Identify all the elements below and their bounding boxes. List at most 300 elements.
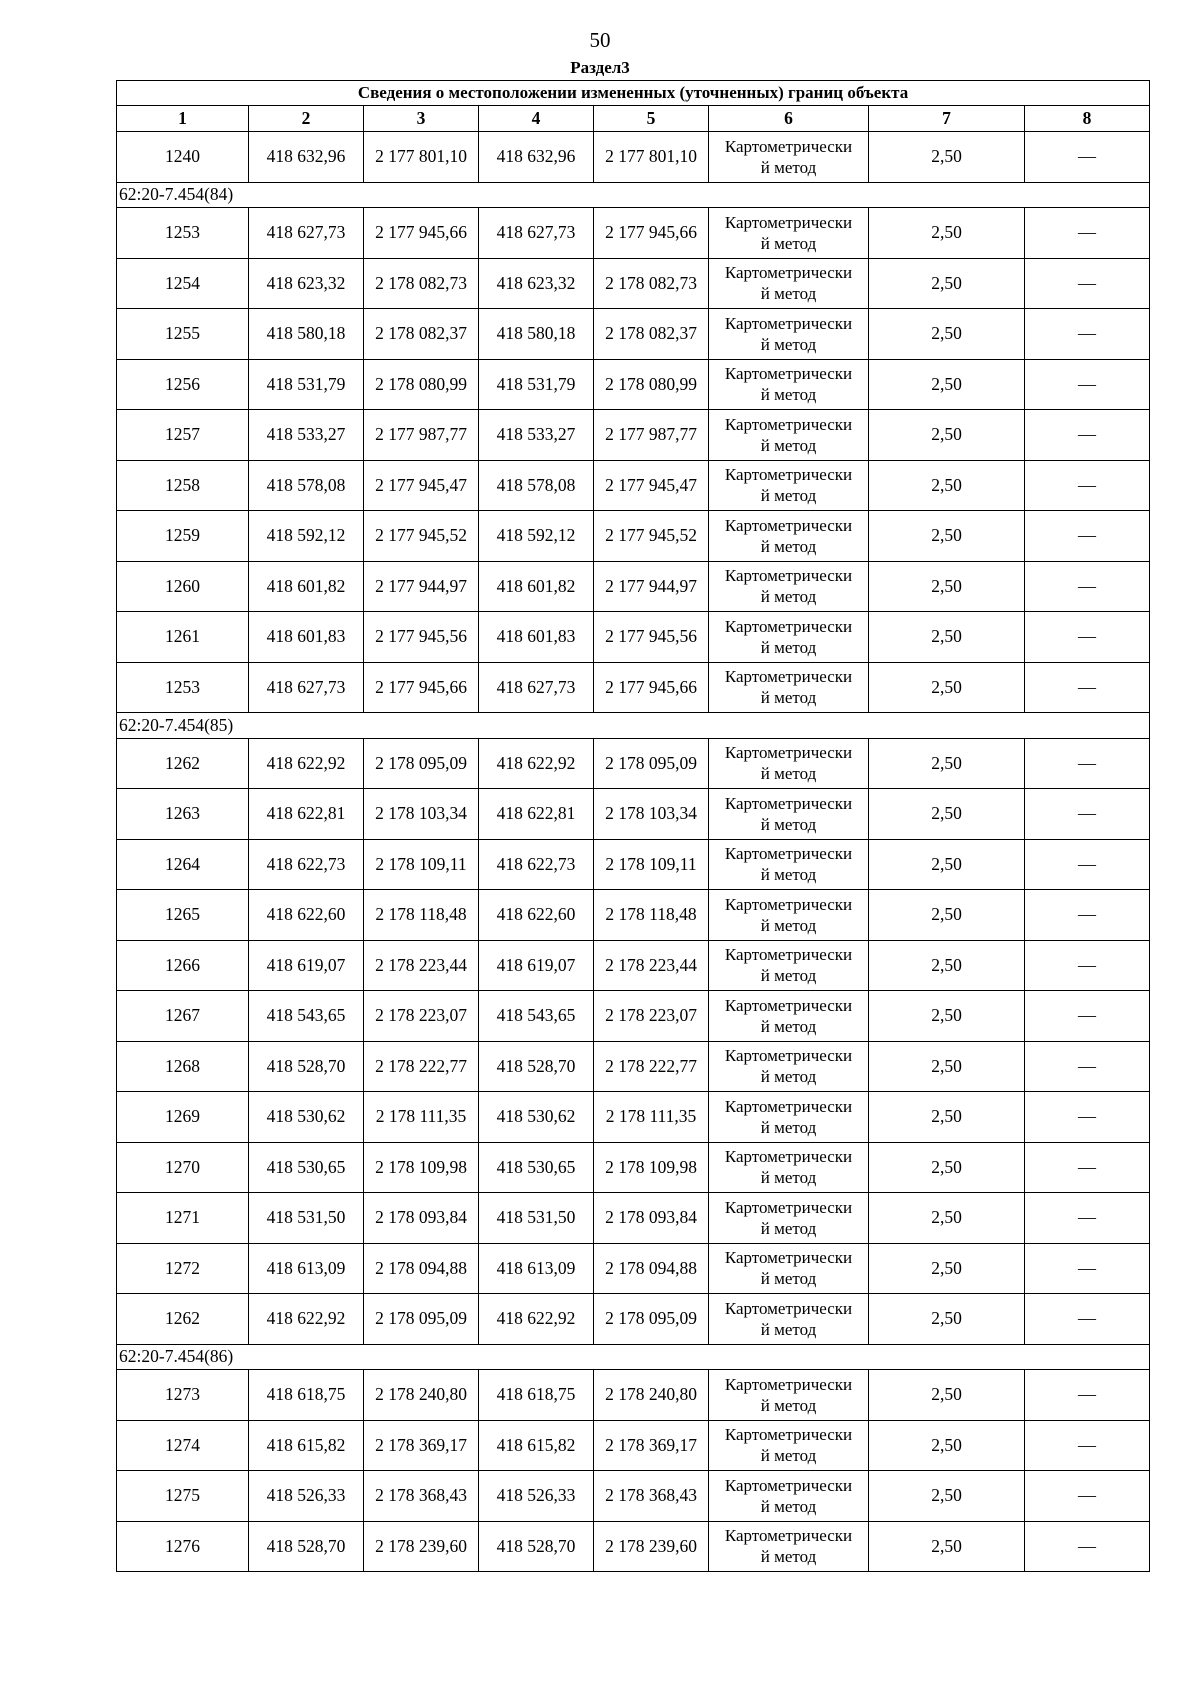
x-coord-cell: 418 543,65 [479, 991, 594, 1042]
y-coord-cell: 2 178 111,35 [364, 1092, 479, 1143]
method-cell [709, 132, 869, 183]
method-cell [709, 991, 869, 1042]
x-coord-cell: 418 601,82 [249, 561, 364, 612]
y-coord-cell: 2 178 368,43 [364, 1471, 479, 1522]
x-coord-cell: 418 528,70 [479, 1041, 594, 1092]
method-text-line: й метод [760, 688, 817, 708]
table-row [117, 132, 1150, 183]
description-cell: — [1025, 258, 1150, 309]
method-cell [709, 561, 869, 612]
description-cell: — [1025, 991, 1150, 1042]
method-text-line: й метод [760, 1319, 817, 1339]
table-title-row [117, 81, 1150, 106]
x-coord-cell: 418 528,70 [479, 1521, 594, 1572]
description-cell: — [1025, 359, 1150, 410]
table-row [117, 839, 1150, 890]
column-header: 2 [249, 106, 364, 132]
column-header: 6 [709, 106, 869, 132]
y-coord-cell: 2 177 945,66 [594, 208, 709, 259]
description-cell: — [1025, 460, 1150, 511]
y-coord-cell: 2 177 945,52 [364, 511, 479, 562]
accuracy-cell: 2,50 [869, 410, 1025, 461]
accuracy-cell: 2,50 [869, 940, 1025, 991]
point-number-cell: 1269 [117, 1092, 249, 1143]
y-coord-cell: 2 178 095,09 [364, 1294, 479, 1345]
x-coord-cell: 418 533,27 [249, 410, 364, 461]
parcel-group-row [117, 182, 1150, 208]
x-coord-cell: 418 623,32 [479, 258, 594, 309]
y-coord-cell: 2 178 240,80 [364, 1370, 479, 1421]
x-coord-cell: 418 619,07 [479, 940, 594, 991]
method-text-line: Картометрически [724, 313, 853, 333]
y-coord-cell: 2 178 239,60 [594, 1521, 709, 1572]
x-coord-cell: 418 622,81 [249, 789, 364, 840]
x-coord-cell: 418 578,08 [249, 460, 364, 511]
accuracy-cell: 2,50 [869, 1142, 1025, 1193]
y-coord-cell: 2 178 082,37 [364, 309, 479, 360]
x-coord-cell: 418 530,65 [249, 1142, 364, 1193]
method-text-line: й метод [760, 1218, 817, 1238]
point-number-cell: 1254 [117, 258, 249, 309]
x-coord-cell: 418 533,27 [479, 410, 594, 461]
method-text-line: й метод [760, 157, 817, 177]
method-text-line: Картометрически [724, 465, 853, 485]
table-row [117, 1193, 1150, 1244]
table-row [117, 1521, 1150, 1572]
y-coord-cell: 2 178 369,17 [594, 1420, 709, 1471]
y-coord-cell: 2 178 239,60 [364, 1521, 479, 1572]
method-text-line: й метод [760, 284, 817, 304]
method-cell [709, 1193, 869, 1244]
y-coord-cell: 2 178 094,88 [364, 1243, 479, 1294]
x-coord-cell: 418 623,32 [249, 258, 364, 309]
y-coord-cell: 2 178 103,34 [364, 789, 479, 840]
method-text-line: Картометрически [724, 566, 853, 586]
accuracy-cell: 2,50 [869, 1471, 1025, 1522]
column-header: 5 [594, 106, 709, 132]
method-text-line: й метод [760, 966, 817, 986]
method-text-line: й метод [760, 1168, 817, 1188]
method-cell [709, 1243, 869, 1294]
method-cell [709, 839, 869, 890]
method-text-line: й метод [760, 814, 817, 834]
accuracy-cell: 2,50 [869, 1521, 1025, 1572]
y-coord-cell: 2 177 944,97 [594, 561, 709, 612]
method-text-line: Картометрически [724, 1374, 853, 1394]
method-text-line: й метод [760, 1117, 817, 1137]
table-row [117, 1471, 1150, 1522]
accuracy-cell: 2,50 [869, 1370, 1025, 1421]
method-cell [709, 662, 869, 713]
y-coord-cell: 2 177 945,52 [594, 511, 709, 562]
point-number-cell: 1276 [117, 1521, 249, 1572]
point-number-cell: 1272 [117, 1243, 249, 1294]
description-cell: — [1025, 132, 1150, 183]
x-coord-cell: 418 618,75 [249, 1370, 364, 1421]
method-cell [709, 890, 869, 941]
table-row [117, 890, 1150, 941]
method-cell [709, 1041, 869, 1092]
method-text-line: Картометрически [724, 945, 853, 965]
y-coord-cell: 2 178 080,99 [364, 359, 479, 410]
point-number-cell: 1273 [117, 1370, 249, 1421]
point-number-cell: 1256 [117, 359, 249, 410]
table-row [117, 1420, 1150, 1471]
y-coord-cell: 2 178 093,84 [364, 1193, 479, 1244]
method-text-line: Картометрически [724, 515, 853, 535]
method-text-line: й метод [760, 1067, 817, 1087]
x-coord-cell: 418 619,07 [249, 940, 364, 991]
description-cell: — [1025, 1471, 1150, 1522]
description-cell: — [1025, 738, 1150, 789]
method-cell [709, 1420, 869, 1471]
column-header: 8 [1025, 106, 1150, 132]
method-cell [709, 258, 869, 309]
x-coord-cell: 418 627,73 [249, 208, 364, 259]
table-row [117, 612, 1150, 663]
x-coord-cell: 418 622,92 [249, 738, 364, 789]
accuracy-cell: 2,50 [869, 839, 1025, 890]
method-cell [709, 1092, 869, 1143]
y-coord-cell: 2 178 109,98 [594, 1142, 709, 1193]
x-coord-cell: 418 622,92 [479, 738, 594, 789]
x-coord-cell: 418 618,75 [479, 1370, 594, 1421]
y-coord-cell: 2 178 082,73 [594, 258, 709, 309]
y-coord-cell: 2 177 944,97 [364, 561, 479, 612]
y-coord-cell: 2 177 945,47 [594, 460, 709, 511]
accuracy-cell: 2,50 [869, 132, 1025, 183]
y-coord-cell: 2 178 222,77 [364, 1041, 479, 1092]
x-coord-cell: 418 528,70 [249, 1041, 364, 1092]
accuracy-cell: 2,50 [869, 511, 1025, 562]
description-cell: — [1025, 1521, 1150, 1572]
method-cell [709, 940, 869, 991]
method-cell [709, 1370, 869, 1421]
description-cell: — [1025, 1041, 1150, 1092]
description-cell: — [1025, 789, 1150, 840]
x-coord-cell: 418 592,12 [249, 511, 364, 562]
parcel-group-row [117, 1344, 1150, 1370]
method-text-line: й метод [760, 1269, 817, 1289]
x-coord-cell: 418 622,92 [479, 1294, 594, 1345]
x-coord-cell: 418 615,82 [479, 1420, 594, 1471]
description-cell: — [1025, 839, 1150, 890]
method-cell [709, 738, 869, 789]
table-title: Сведения о местоположении измененных (уточненных) границ объекта [117, 81, 1150, 106]
point-number-cell: 1266 [117, 940, 249, 991]
x-coord-cell: 418 627,73 [249, 662, 364, 713]
description-cell: — [1025, 940, 1150, 991]
accuracy-cell: 2,50 [869, 1420, 1025, 1471]
accuracy-cell: 2,50 [869, 738, 1025, 789]
x-coord-cell: 418 531,79 [479, 359, 594, 410]
accuracy-cell: 2,50 [869, 662, 1025, 713]
column-header: 3 [364, 106, 479, 132]
table-row [117, 1243, 1150, 1294]
table-row [117, 662, 1150, 713]
point-number-cell: 1260 [117, 561, 249, 612]
method-cell [709, 1142, 869, 1193]
description-cell: — [1025, 1420, 1150, 1471]
section-title: Раздел3 [570, 58, 630, 77]
y-coord-cell: 2 178 240,80 [594, 1370, 709, 1421]
y-coord-cell: 2 178 109,98 [364, 1142, 479, 1193]
method-text-line: й метод [760, 334, 817, 354]
method-text-line: й метод [760, 915, 817, 935]
method-text-line: й метод [760, 435, 817, 455]
y-coord-cell: 2 178 080,99 [594, 359, 709, 410]
method-cell [709, 460, 869, 511]
method-cell [709, 511, 869, 562]
x-coord-cell: 418 528,70 [249, 1521, 364, 1572]
x-coord-cell: 418 627,73 [479, 208, 594, 259]
method-text-line: й метод [760, 1016, 817, 1036]
y-coord-cell: 2 178 369,17 [364, 1420, 479, 1471]
table-row [117, 359, 1150, 410]
description-cell: — [1025, 1193, 1150, 1244]
accuracy-cell: 2,50 [869, 258, 1025, 309]
x-coord-cell: 418 601,82 [479, 561, 594, 612]
accuracy-cell: 2,50 [869, 460, 1025, 511]
x-coord-cell: 418 530,62 [249, 1092, 364, 1143]
method-text-line: й метод [760, 1547, 817, 1567]
accuracy-cell: 2,50 [869, 1193, 1025, 1244]
method-cell [709, 789, 869, 840]
x-coord-cell: 418 531,79 [249, 359, 364, 410]
point-number-cell: 1259 [117, 511, 249, 562]
y-coord-cell: 2 178 095,09 [594, 1294, 709, 1345]
x-coord-cell: 418 526,33 [249, 1471, 364, 1522]
point-number-cell: 1253 [117, 662, 249, 713]
method-cell [709, 309, 869, 360]
point-number-cell: 1257 [117, 410, 249, 461]
description-cell: — [1025, 1142, 1150, 1193]
method-text-line: Картометрически [724, 212, 853, 232]
description-cell: — [1025, 208, 1150, 259]
y-coord-cell: 2 178 368,43 [594, 1471, 709, 1522]
x-coord-cell: 418 613,09 [479, 1243, 594, 1294]
method-text-line: Картометрически [724, 894, 853, 914]
point-number-cell: 1264 [117, 839, 249, 890]
y-coord-cell: 2 177 945,56 [594, 612, 709, 663]
column-header: 7 [869, 106, 1025, 132]
method-text-line: Картометрически [724, 995, 853, 1015]
table-row [117, 561, 1150, 612]
method-text-line: й метод [760, 385, 817, 405]
method-text-line: Картометрически [724, 667, 853, 687]
y-coord-cell: 2 177 945,47 [364, 460, 479, 511]
y-coord-cell: 2 178 118,48 [594, 890, 709, 941]
table-row [117, 460, 1150, 511]
method-text-line: Картометрически [724, 1475, 853, 1495]
x-coord-cell: 418 601,83 [249, 612, 364, 663]
description-cell: — [1025, 309, 1150, 360]
y-coord-cell: 2 178 223,07 [364, 991, 479, 1042]
x-coord-cell: 418 622,92 [249, 1294, 364, 1345]
y-coord-cell: 2 177 945,66 [364, 208, 479, 259]
y-coord-cell: 2 178 223,44 [594, 940, 709, 991]
method-text-line: Картометрически [724, 616, 853, 636]
accuracy-cell: 2,50 [869, 1092, 1025, 1143]
parcel-group-label: 62:20-7.454(84) [117, 182, 1150, 208]
table-row [117, 991, 1150, 1042]
parcel-group-row [117, 713, 1150, 739]
method-text-line: Картометрически [724, 1147, 853, 1167]
x-coord-cell: 418 632,96 [479, 132, 594, 183]
method-text-line: й метод [760, 637, 817, 657]
point-number-cell: 1258 [117, 460, 249, 511]
y-coord-cell: 2 177 945,66 [364, 662, 479, 713]
boundary-coordinates-table [116, 80, 1150, 1572]
description-cell: — [1025, 410, 1150, 461]
method-text-line: Картометрически [724, 1096, 853, 1116]
method-text-line: Картометрически [724, 844, 853, 864]
point-number-cell: 1265 [117, 890, 249, 941]
y-coord-cell: 2 178 111,35 [594, 1092, 709, 1143]
accuracy-cell: 2,50 [869, 612, 1025, 663]
method-cell [709, 410, 869, 461]
y-coord-cell: 2 178 082,37 [594, 309, 709, 360]
method-text-line: й метод [760, 1446, 817, 1466]
table-row [117, 309, 1150, 360]
table-row [117, 511, 1150, 562]
accuracy-cell: 2,50 [869, 1243, 1025, 1294]
description-cell: — [1025, 1294, 1150, 1345]
y-coord-cell: 2 178 095,09 [364, 738, 479, 789]
point-number-cell: 1268 [117, 1041, 249, 1092]
point-number-cell: 1267 [117, 991, 249, 1042]
x-coord-cell: 418 622,73 [249, 839, 364, 890]
table-row [117, 738, 1150, 789]
x-coord-cell: 418 530,62 [479, 1092, 594, 1143]
description-cell: — [1025, 1092, 1150, 1143]
point-number-cell: 1255 [117, 309, 249, 360]
method-text-line: Картометрически [724, 793, 853, 813]
x-coord-cell: 418 578,08 [479, 460, 594, 511]
method-cell [709, 208, 869, 259]
point-number-cell: 1262 [117, 1294, 249, 1345]
y-coord-cell: 2 177 987,77 [594, 410, 709, 461]
accuracy-cell: 2,50 [869, 359, 1025, 410]
method-text-line: Картометрически [724, 364, 853, 384]
parcel-group-label: 62:20-7.454(85) [117, 713, 1150, 739]
description-cell: — [1025, 662, 1150, 713]
accuracy-cell: 2,50 [869, 561, 1025, 612]
point-number-cell: 1240 [117, 132, 249, 183]
y-coord-cell: 2 178 118,48 [364, 890, 479, 941]
description-cell: — [1025, 1243, 1150, 1294]
method-cell [709, 359, 869, 410]
y-coord-cell: 2 178 095,09 [594, 738, 709, 789]
description-cell: — [1025, 1370, 1150, 1421]
method-cell [709, 1471, 869, 1522]
method-text-line: Картометрически [724, 136, 853, 156]
column-header: 4 [479, 106, 594, 132]
method-text-line: й метод [760, 486, 817, 506]
x-coord-cell: 418 627,73 [479, 662, 594, 713]
x-coord-cell: 418 622,60 [479, 890, 594, 941]
method-text-line: Картометрически [724, 1425, 853, 1445]
table-row [117, 208, 1150, 259]
y-coord-cell: 2 177 987,77 [364, 410, 479, 461]
accuracy-cell: 2,50 [869, 1041, 1025, 1092]
method-text-line: Картометрически [724, 414, 853, 434]
point-number-cell: 1261 [117, 612, 249, 663]
method-text-line: Картометрически [724, 263, 853, 283]
description-cell: — [1025, 890, 1150, 941]
table-row [117, 410, 1150, 461]
x-coord-cell: 418 580,18 [249, 309, 364, 360]
accuracy-cell: 2,50 [869, 208, 1025, 259]
method-text-line: Картометрически [724, 1248, 853, 1268]
x-coord-cell: 418 530,65 [479, 1142, 594, 1193]
y-coord-cell: 2 177 801,10 [594, 132, 709, 183]
method-text-line: й метод [760, 865, 817, 885]
accuracy-cell: 2,50 [869, 1294, 1025, 1345]
y-coord-cell: 2 178 103,34 [594, 789, 709, 840]
point-number-cell: 1253 [117, 208, 249, 259]
table-row [117, 1041, 1150, 1092]
method-cell [709, 1294, 869, 1345]
method-text-line: Картометрически [724, 1526, 853, 1546]
point-number-cell: 1262 [117, 738, 249, 789]
accuracy-cell: 2,50 [869, 309, 1025, 360]
table-row [117, 1092, 1150, 1143]
y-coord-cell: 2 178 223,07 [594, 991, 709, 1042]
method-text-line: й метод [760, 536, 817, 556]
y-coord-cell: 2 178 093,84 [594, 1193, 709, 1244]
method-text-line: Картометрически [724, 1298, 853, 1318]
x-coord-cell: 418 580,18 [479, 309, 594, 360]
y-coord-cell: 2 177 945,56 [364, 612, 479, 663]
point-number-cell: 1271 [117, 1193, 249, 1244]
x-coord-cell: 418 526,33 [479, 1471, 594, 1522]
column-header: 1 [117, 106, 249, 132]
accuracy-cell: 2,50 [869, 991, 1025, 1042]
method-text-line: Картометрически [724, 1197, 853, 1217]
y-coord-cell: 2 178 222,77 [594, 1041, 709, 1092]
x-coord-cell: 418 622,81 [479, 789, 594, 840]
table-header-row [117, 106, 1150, 132]
y-coord-cell: 2 178 109,11 [594, 839, 709, 890]
table-row [117, 789, 1150, 840]
accuracy-cell: 2,50 [869, 890, 1025, 941]
y-coord-cell: 2 177 945,66 [594, 662, 709, 713]
table-row [117, 1294, 1150, 1345]
page-number: 50 [589, 28, 611, 52]
x-coord-cell: 418 622,73 [479, 839, 594, 890]
x-coord-cell: 418 592,12 [479, 511, 594, 562]
description-cell: — [1025, 511, 1150, 562]
y-coord-cell: 2 177 801,10 [364, 132, 479, 183]
x-coord-cell: 418 615,82 [249, 1420, 364, 1471]
point-number-cell: 1274 [117, 1420, 249, 1471]
x-coord-cell: 418 601,83 [479, 612, 594, 663]
y-coord-cell: 2 178 223,44 [364, 940, 479, 991]
method-text-line: й метод [760, 233, 817, 253]
y-coord-cell: 2 178 082,73 [364, 258, 479, 309]
method-text-line: Картометрически [724, 743, 853, 763]
method-text-line: Картометрически [724, 1046, 853, 1066]
point-number-cell: 1275 [117, 1471, 249, 1522]
x-coord-cell: 418 613,09 [249, 1243, 364, 1294]
x-coord-cell: 418 531,50 [479, 1193, 594, 1244]
accuracy-cell: 2,50 [869, 789, 1025, 840]
x-coord-cell: 418 543,65 [249, 991, 364, 1042]
description-cell: — [1025, 612, 1150, 663]
y-coord-cell: 2 178 094,88 [594, 1243, 709, 1294]
parcel-group-label: 62:20-7.454(86) [117, 1344, 1150, 1370]
